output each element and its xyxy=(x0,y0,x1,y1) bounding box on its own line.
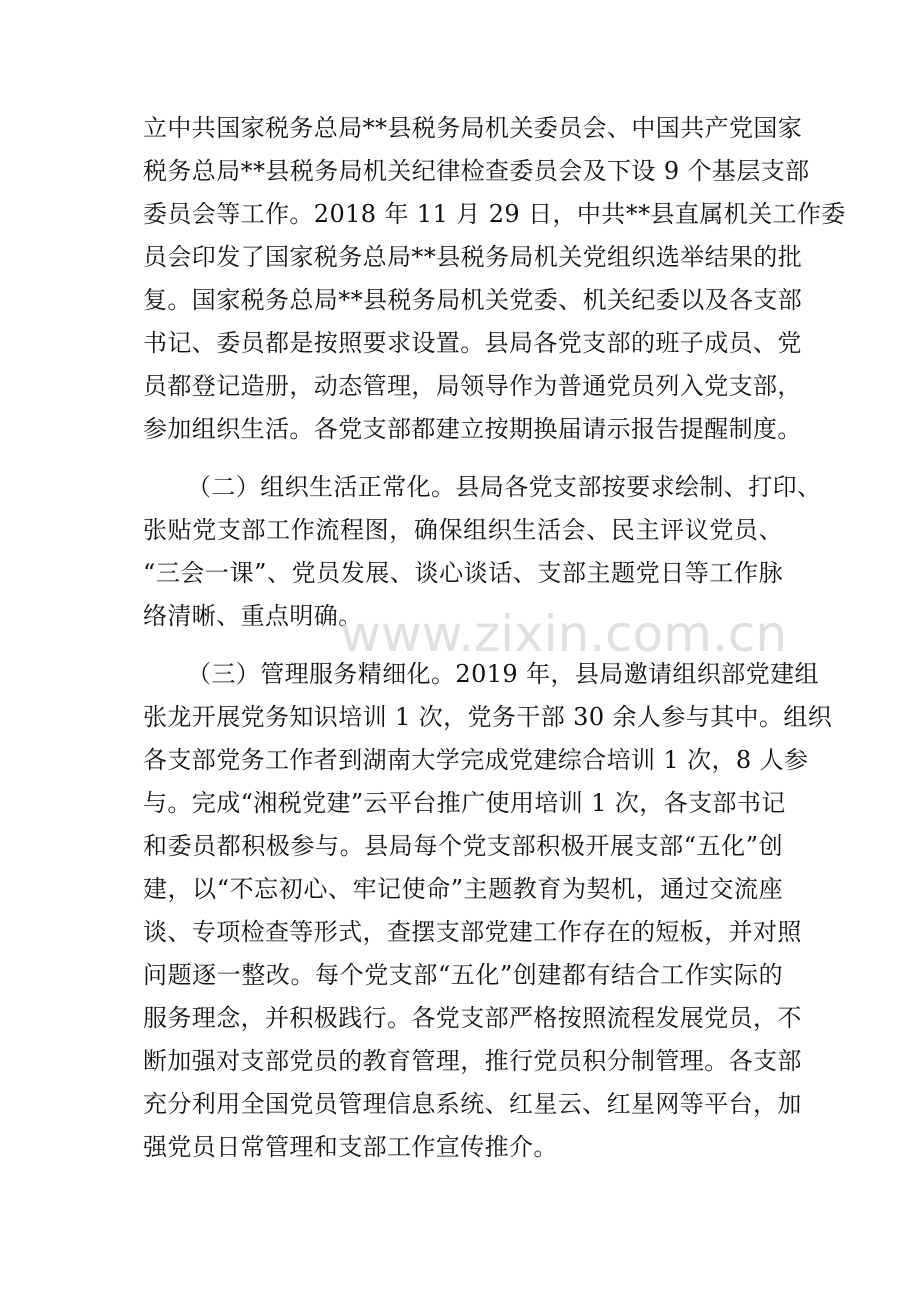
text-line-15: 各支部党务工作者到湖南大学完成党建综合培训 1 次，8 人参 xyxy=(143,746,809,774)
text-line-3: 委员会等工作。2018 年 11 月 29 日，中共**县直属机关工作委 xyxy=(143,200,846,228)
text-line-2: 税务总局**县税务局机关纪律检查委员会及下设 9 个基层支部 xyxy=(143,157,810,185)
text-line-22: 断加强对支部党员的教育管理，推行党员积分制管理。各支部 xyxy=(143,1047,802,1075)
text-line-6: 书记、委员都是按照要求设置。县局各党支部的班子成员、党 xyxy=(143,329,802,357)
watermark-text: www.zixin.com.cn xyxy=(340,605,788,663)
text-line-7: 员都登记造册，动态管理，局领导作为普通党员列入党支部， xyxy=(143,372,802,400)
text-line-14: 张龙开展党务知识培训 1 次，党务干部 30 余人参与其中。组织 xyxy=(143,703,833,731)
text-line-13: （三）管理服务精细化。2019 年，县局邀请组织部党建组 xyxy=(187,660,819,688)
text-line-5: 复。国家税务总局**县税务局机关党委、机关纪委以及各支部 xyxy=(143,286,803,314)
text-line-9: （二）组织生活正常化。县局各党支部按要求绘制、打印、 xyxy=(187,473,822,501)
text-line-4: 员会印发了国家税务总局**县税务局机关党组织选举结果的批 xyxy=(143,243,803,271)
text-line-23: 充分利用全国党员管理信息系统、红星云、红星网等平台，加 xyxy=(143,1090,802,1118)
text-line-10: 张贴党支部工作流程图，确保组织生活会、民主评议党员、 xyxy=(143,516,783,544)
text-line-24: 强党员日常管理和支部工作宣传推介。 xyxy=(143,1133,558,1161)
text-line-12: 络清晰、重点明确。 xyxy=(143,602,363,630)
text-line-17: 和委员都积极参与。县局每个党支部积极开展支部“五化”创 xyxy=(143,832,783,860)
text-line-19: 谈、专项检查等形式，查摆支部党建工作存在的短板，并对照 xyxy=(143,918,802,946)
text-line-16: 与。完成“湘税党建”云平台推广使用培训 1 次，各支部书记 xyxy=(143,789,786,817)
text-line-11: “三会一课”、党员发展、谈心谈话、支部主题党日等工作脉 xyxy=(143,559,783,587)
text-line-20: 问题逐一整改。每个党支部“五化”创建都有结合工作实际的 xyxy=(143,961,783,989)
text-line-8: 参加组织生活。各党支部都建立按期换届请示报告提醒制度。 xyxy=(143,415,802,443)
text-line-21: 服务理念，并积极践行。各党支部严格按照流程发展党员，不 xyxy=(143,1004,802,1032)
text-line-1: 立中共国家税务总局**县税务局机关委员会、中国共产党国家 xyxy=(143,114,803,142)
text-line-18: 建，以“不忘初心、牢记使命”主题教育为契机，通过交流座 xyxy=(143,875,783,903)
